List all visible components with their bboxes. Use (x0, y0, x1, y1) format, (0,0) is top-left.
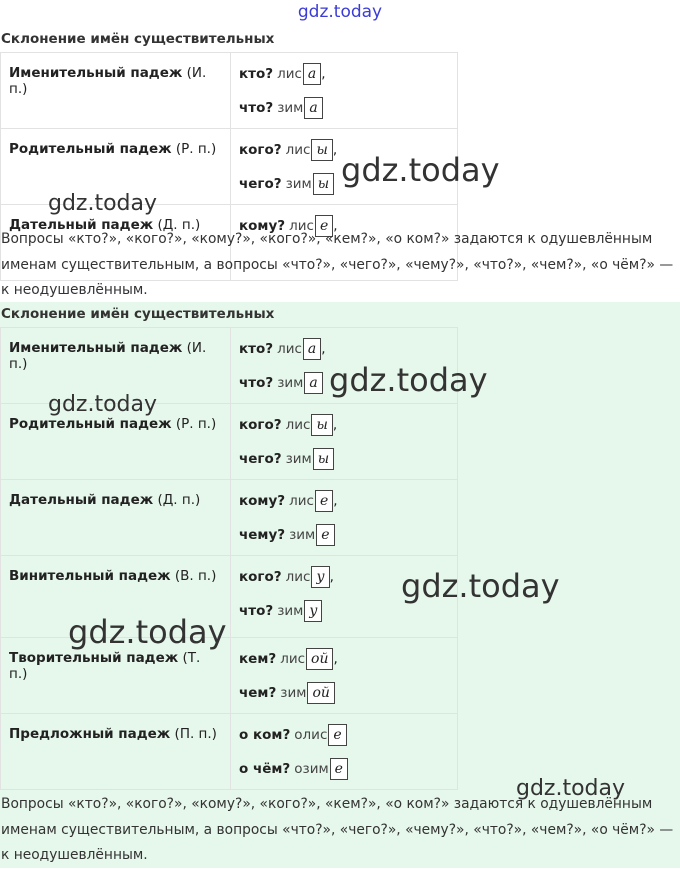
question-word: что? (239, 375, 274, 391)
example-cell (231, 714, 458, 790)
example-cell (231, 53, 458, 129)
case-name: Дательный падеж (9, 492, 154, 508)
word-stem: лис (289, 218, 314, 234)
word-stem: лис (277, 66, 302, 82)
word-stem: лис (285, 569, 311, 585)
example-line (239, 91, 449, 125)
question-word: чему? (239, 527, 286, 543)
word-stem: лис (277, 341, 302, 357)
word-stem: лис (285, 417, 311, 433)
ending-box: е (316, 524, 334, 546)
ending-box: е (315, 490, 333, 512)
ending-box: ой (306, 648, 333, 670)
watermark: gdz.today (329, 361, 488, 399)
punctuation: , (321, 341, 326, 357)
word-stem: лис (285, 142, 311, 158)
question-word: кто? (239, 341, 274, 357)
question-word: кому? (239, 218, 286, 234)
case-name-cell (1, 480, 231, 556)
ending-box: у (304, 600, 322, 622)
ending-box: у (311, 566, 329, 588)
case-abbreviation: (Т. п.) (9, 650, 201, 682)
case-abbreviation: (П. п.) (174, 726, 217, 742)
case-name: Именительный падеж (9, 340, 183, 356)
word-stem: зим (289, 527, 316, 543)
question-word: чего? (239, 451, 282, 467)
watermark: gdz.today (341, 151, 500, 189)
ending-box: е (328, 724, 346, 746)
word-stem: лис (280, 651, 306, 667)
word-stem: зим (280, 685, 307, 701)
ending-box: а (303, 63, 321, 85)
example-line (239, 57, 449, 91)
preposition: о (294, 761, 303, 777)
ending-box: а (303, 338, 321, 360)
ending-box: ы (313, 448, 334, 470)
ending-box: ы (313, 173, 334, 195)
top-watermark: gdz.today (297, 2, 383, 22)
case-name-cell (1, 53, 231, 129)
question-word: кем? (239, 651, 277, 667)
question-word: что? (239, 603, 274, 619)
example-line (239, 484, 449, 518)
paragraph-note: Вопросы «кто?», «кого?», «кому?», «кого?», «кем?», «о ком?» задаются к одушевлённым именам существительным, а вопросы «что?», «чего?», «чему?», «что?», «чем?», «о чём?» — к неодушевлённым. (1, 796, 674, 863)
punctuation: , (333, 218, 338, 234)
example-line (239, 408, 449, 442)
question-word: о чём? (239, 761, 291, 777)
punctuation: , (333, 651, 338, 667)
watermark: gdz.today (48, 392, 158, 417)
case-name: Творительный падеж (9, 650, 179, 666)
example-line (239, 442, 449, 476)
example-cell (231, 404, 458, 480)
case-abbreviation: (И. п.) (9, 340, 207, 372)
preposition: о (294, 727, 303, 743)
watermark: gdz.today (68, 613, 227, 651)
word-stem: зим (302, 761, 329, 777)
ending-box: а (304, 97, 322, 119)
word-stem: зим (277, 375, 304, 391)
watermark: gdz.today (516, 776, 626, 801)
ending-box: ы (311, 139, 332, 161)
question-word: о ком? (239, 727, 291, 743)
case-name: Предложный падеж (9, 726, 171, 742)
case-abbreviation: (Д. п.) (157, 492, 201, 508)
example-cell (231, 638, 458, 714)
punctuation: , (321, 66, 326, 82)
ending-box: е (315, 215, 333, 237)
section-title: Склонение имён существительных (1, 306, 275, 322)
question-word: чего? (239, 176, 282, 192)
case-abbreviation: (Р. п.) (175, 141, 217, 157)
question-word: что? (239, 100, 274, 116)
word-stem: зим (285, 176, 312, 192)
table-row (1, 480, 458, 556)
case-name: Родительный падеж (9, 416, 172, 432)
case-name: Винительный падеж (9, 568, 171, 584)
case-name-cell (1, 714, 231, 790)
paragraph-note: Вопросы «кто?», «кого?», «кому?», «кого?», «кем?», «о ком?» задаются к одушевлённым именам существительным, а вопросы «что?», «чего?», «чему?», «что?», «чем?», «о чём?» — к неодушевлённым. (1, 231, 674, 298)
case-abbreviation: (Д. п.) (157, 217, 201, 233)
ending-box: а (304, 372, 322, 394)
watermark: gdz.today (401, 567, 560, 605)
case-abbreviation: (И. п.) (9, 65, 207, 97)
example-line (239, 642, 449, 676)
word-stem: зим (285, 451, 312, 467)
punctuation: , (332, 142, 338, 158)
word-stem: лис (302, 727, 328, 743)
word-stem: зим (277, 603, 304, 619)
question-word: кого? (239, 417, 282, 433)
table-row (1, 53, 458, 129)
case-abbreviation: (Р. п.) (175, 416, 217, 432)
punctuation: , (332, 417, 338, 433)
case-name: Дательный падеж (9, 217, 154, 233)
word-stem: лис (289, 493, 314, 509)
punctuation: , (329, 569, 334, 585)
question-word: чем? (239, 685, 277, 701)
table-row (1, 714, 458, 790)
word-stem: зим (277, 100, 304, 116)
example-line (239, 718, 449, 752)
example-line (239, 676, 449, 710)
case-name: Именительный падеж (9, 65, 183, 81)
ending-box: е (330, 758, 348, 780)
punctuation: , (333, 493, 338, 509)
watermark: gdz.today (48, 191, 158, 216)
ending-box: ы (311, 414, 332, 436)
example-cell (231, 480, 458, 556)
case-name: Родительный падеж (9, 141, 172, 157)
question-word: кому? (239, 493, 286, 509)
question-word: кого? (239, 569, 282, 585)
example-line (239, 518, 449, 552)
section-title: Склонение имён существительных (1, 31, 275, 47)
case-abbreviation: (В. п.) (174, 568, 217, 584)
question-word: кого? (239, 142, 282, 158)
ending-box: ой (307, 682, 334, 704)
question-word: кто? (239, 66, 274, 82)
example-line (239, 752, 449, 786)
